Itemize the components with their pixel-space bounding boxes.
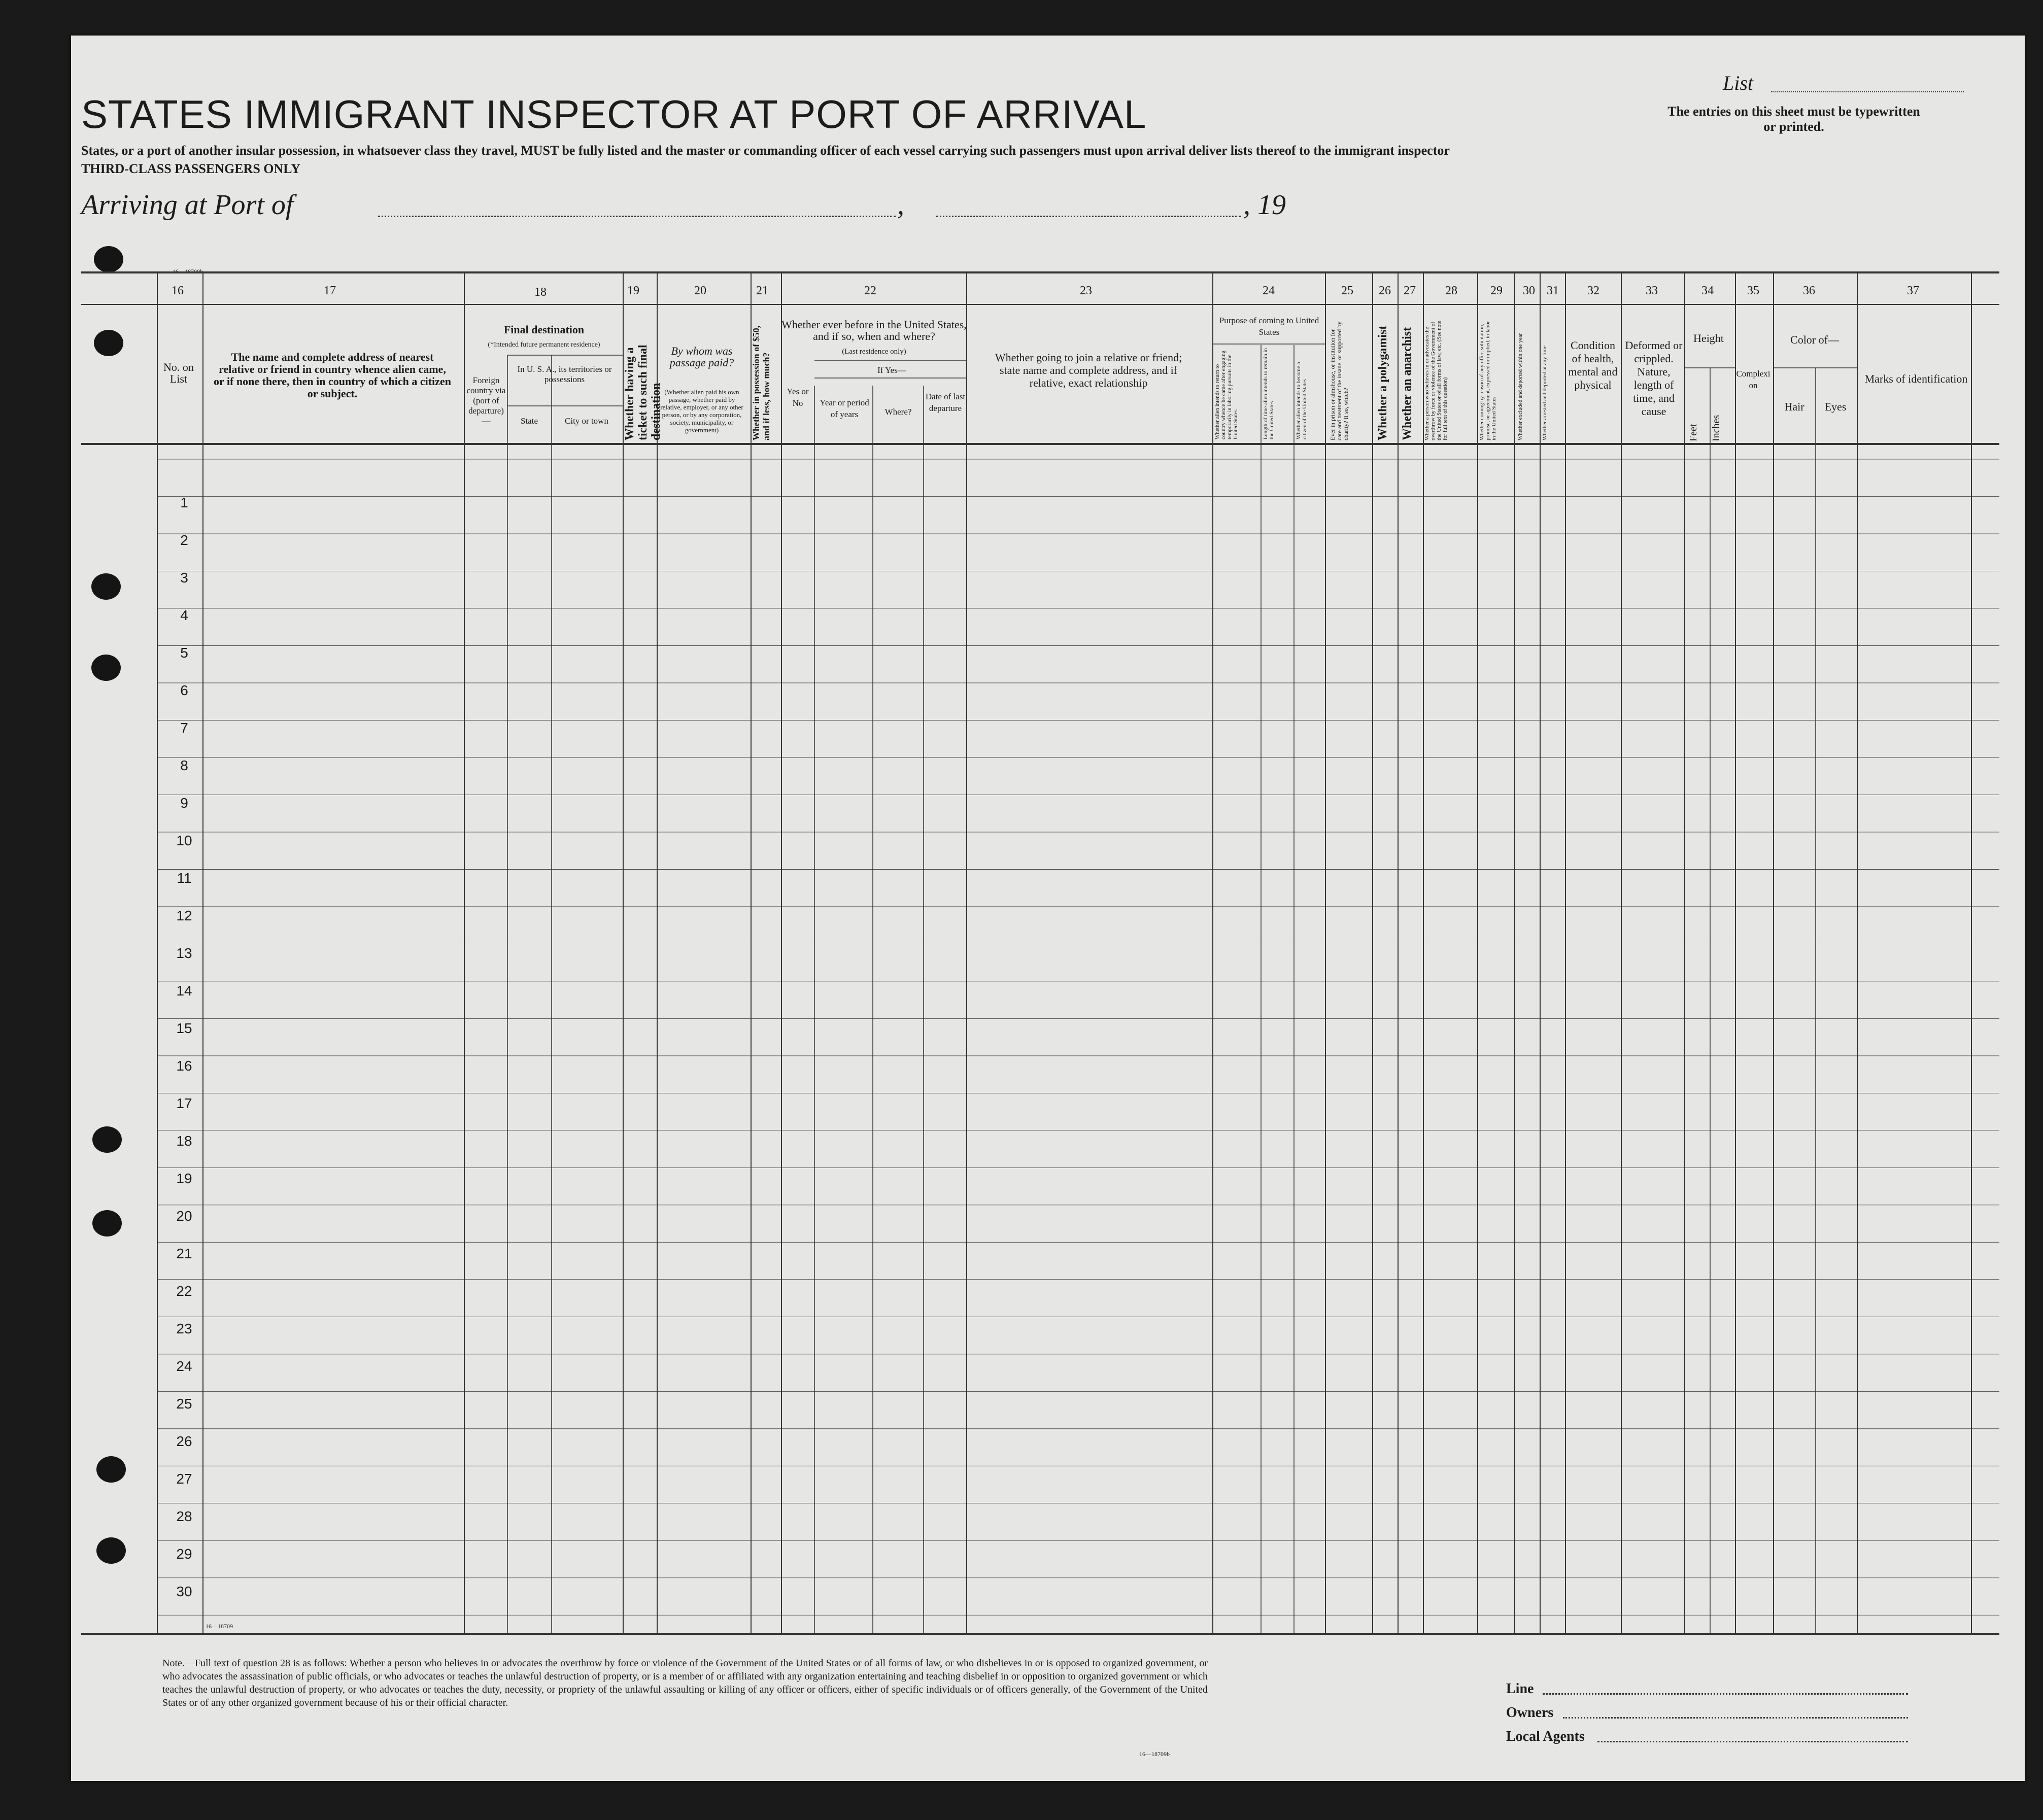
col-label-purpose: Purpose of coming to United States bbox=[1219, 316, 1319, 337]
col-label-final-destination: Final destination bbox=[503, 323, 585, 336]
col-label-overthrow: Whether a person who believes in or advocates the overthrow by force or violence of the Government of the United States or of all forms of law, etc. (See note for full text of this question) bbox=[1424, 320, 1448, 440]
line-field[interactable] bbox=[1543, 1693, 1908, 1695]
agents-label: Local Agents bbox=[1506, 1729, 1585, 1744]
col-label-nearest-relative: The name and complete address of nearest relative or friend in country whence alien came, or if none there, then in country of which a citizen or subject. bbox=[214, 351, 451, 400]
col-label-fifty-dollars: Whether in possession of $50, and if less, how much? bbox=[751, 325, 771, 440]
col-label-complexion: Complexion bbox=[1736, 369, 1770, 390]
row-number: 16 bbox=[176, 1058, 192, 1074]
col-label-health: Condition of health, mental and physical bbox=[1568, 339, 1618, 391]
row-number: 1 bbox=[180, 495, 188, 510]
row-number: 28 bbox=[176, 1508, 192, 1524]
col-sub-passage-paid: (Whether alien paid his own passage, whether paid by relative, employer, or any other person, or by any corporation, society, municipality, or government) bbox=[660, 388, 743, 434]
col-label-where: Where? bbox=[884, 407, 912, 417]
row-number: 14 bbox=[176, 983, 192, 999]
row-number: 22 bbox=[176, 1283, 192, 1299]
row-number: 6 bbox=[180, 682, 188, 698]
col-label-period: Year or period of years bbox=[820, 398, 869, 419]
col-num-26: 26 bbox=[1379, 284, 1391, 297]
col-num-24: 24 bbox=[1263, 284, 1275, 297]
row-number: 27 bbox=[176, 1471, 192, 1487]
row-number: 20 bbox=[176, 1208, 192, 1224]
row-number: 4 bbox=[180, 607, 188, 623]
col-num-32: 32 bbox=[1587, 284, 1599, 297]
col-num-27: 27 bbox=[1404, 284, 1416, 297]
col-label-passage-paid: By whom was passage paid? bbox=[669, 345, 734, 369]
col-label-feet: Feet bbox=[1688, 424, 1699, 441]
col-label-labor-offer: Whether coming by reason of any offer, solicitation, promise, or agreement, expressed or implied, to labor in the United States bbox=[1479, 321, 1497, 440]
row-number: 29 bbox=[176, 1546, 192, 1562]
col-label-join-relative: Whether going to join a relative or friend; state name and complete address, and if relative, exact relationship bbox=[995, 351, 1182, 389]
row-number: 25 bbox=[176, 1396, 192, 1412]
col-label-citizen-intent: Whether alien intends to become a citizen of the United States bbox=[1296, 362, 1308, 439]
col-label-hair: Hair bbox=[1784, 400, 1804, 413]
agents-field[interactable] bbox=[1597, 1741, 1908, 1742]
form-number-bottom: 16—18709 bbox=[206, 1623, 233, 1630]
col-num-35: 35 bbox=[1747, 284, 1759, 297]
row-number: 11 bbox=[177, 870, 192, 886]
row-number: 24 bbox=[176, 1358, 192, 1374]
entries-note: The entries on this sheet must be typewritten or printed. bbox=[1667, 104, 1920, 134]
col-label-arrested: Whether arrested and deported at any time bbox=[1542, 346, 1548, 440]
row-number: 8 bbox=[180, 758, 188, 773]
col-label-yes-no: Yes or No bbox=[787, 387, 809, 408]
col-num-28: 28 bbox=[1445, 284, 1457, 297]
row-number: 23 bbox=[176, 1321, 192, 1336]
row-number: 3 bbox=[180, 570, 188, 586]
col-num-22: 22 bbox=[864, 284, 876, 297]
row-number: 2 bbox=[180, 532, 188, 548]
form-number-top: 16—18709b bbox=[173, 268, 203, 275]
col-label-color-of: Color of— bbox=[1790, 333, 1839, 346]
row-number: 10 bbox=[176, 833, 192, 848]
question-28-note: Note.—Full text of question 28 is as follows: Whether a person who believes in or advocates the overthrow by force or violence of the Government of the United States or of all forms of law, or who disbelieves in or is opposed to organized government, or who advocates the assassination of public officials, or who advocates or teaches the unlawful destruction of property, or is a member of or affiliated with any organization entertaining and teaching disbelief in or opposition to organized government or which teaches the unlawful destruction of property, or who advocates or teaches the duty, necessity, or propriety of the unlawful assaulting or killing of any officer or officers, either of specific individuals or of officers generally, of the Government of the United States or of any other organized government because of his or their official character. bbox=[162, 1658, 1208, 1708]
form-title: STATES IMMIGRANT INSPECTOR AT PORT OF ARRIVAL bbox=[81, 92, 1147, 136]
col-label-anarchist: Whether an anarchist bbox=[1401, 327, 1414, 440]
row-number: 13 bbox=[176, 945, 192, 961]
col-label-marks: Marks of identification bbox=[1864, 372, 1968, 385]
col-label-polygamist: Whether a polygamist bbox=[1376, 325, 1389, 440]
col-label-before-in-us: Whether ever before in the United States, and if so, when and where? bbox=[781, 318, 967, 342]
col-sub-final-destination: (*Intended future permanent residence) bbox=[488, 341, 600, 349]
col-num-21: 21 bbox=[756, 284, 768, 297]
col-num-36: 36 bbox=[1803, 284, 1815, 297]
col-label-date-departure: Date of last departure bbox=[925, 392, 966, 413]
col-label-list-no: No. on List bbox=[163, 361, 194, 385]
row-number: 17 bbox=[176, 1095, 192, 1111]
col-label-foreign-country: Foreign country via (port of departure)— bbox=[466, 375, 506, 426]
row-number: 15 bbox=[176, 1020, 192, 1036]
col-label-if-yes: If Yes— bbox=[877, 365, 906, 375]
line-label: Line bbox=[1506, 1681, 1534, 1697]
col-label-eyes: Eyes bbox=[1824, 400, 1847, 413]
col-label-length-stay: Length of time alien intends to remain in the United States bbox=[1263, 348, 1275, 439]
comma-sep: , bbox=[897, 189, 904, 221]
col-num-33: 33 bbox=[1646, 284, 1658, 297]
note-form-number: 16—18709b bbox=[1139, 1750, 1170, 1758]
col-sub-last-residence: (Last residence only) bbox=[842, 348, 906, 356]
row-number: 19 bbox=[176, 1171, 192, 1186]
row-number: 26 bbox=[176, 1433, 192, 1449]
form-instructions: States, or a port of another insular possession, in whatsoever class they travel, MUST be fully listed and the master or commanding officer of each vessel carrying such passengers must upon arrival deliver lists thereof to the immigrant inspector bbox=[81, 143, 1450, 158]
row-number: 7 bbox=[180, 720, 188, 736]
col-label-state: State bbox=[521, 416, 538, 426]
col-num-37: 37 bbox=[1907, 284, 1919, 297]
col-label-return-intent: Whether alien intends to return to country whence he came after engaging temporarily in laboring pursuits in the United States bbox=[1214, 351, 1239, 439]
col-num-17: 17 bbox=[324, 284, 336, 297]
col-num-29: 29 bbox=[1490, 284, 1503, 297]
col-num-18: 18 bbox=[534, 286, 547, 299]
col-label-deformed: Deformed or crippled. Nature, length of time, and cause bbox=[1625, 339, 1683, 418]
col-num-19: 19 bbox=[627, 284, 639, 297]
year-prefix: 19 bbox=[1257, 189, 1286, 221]
col-label-ticket: Whether having a ticket to such final destination bbox=[623, 345, 663, 440]
col-num-20: 20 bbox=[694, 284, 706, 297]
row-number: 18 bbox=[176, 1133, 192, 1149]
col-num-25: 25 bbox=[1341, 284, 1353, 297]
arriving-text: Arriving at Port of bbox=[81, 189, 294, 221]
col-label-inches: Inches bbox=[1711, 415, 1722, 441]
owners-field[interactable] bbox=[1563, 1717, 1908, 1719]
col-num-34: 34 bbox=[1701, 284, 1714, 297]
row-number: 5 bbox=[180, 645, 188, 661]
col-label-in-usa: In U. S. A., its territories or possessions bbox=[517, 364, 612, 384]
col-label-height: Height bbox=[1693, 332, 1724, 345]
row-number: 30 bbox=[176, 1584, 192, 1599]
col-label-city: City or town bbox=[565, 416, 608, 426]
col-label-excluded: Whether excluded and deported within one year bbox=[1517, 333, 1523, 440]
col-num-16: 16 bbox=[172, 284, 184, 297]
row-number: 9 bbox=[180, 795, 188, 811]
list-label: List bbox=[1723, 72, 1754, 94]
col-label-prison: Ever in prison or almshouse, or institution for care and treatment of the insane, or supported by charity? If so, which? bbox=[1329, 321, 1349, 440]
year-label: , 19 bbox=[1243, 189, 1286, 221]
row-number: 12 bbox=[176, 908, 192, 923]
owners-label: Owners bbox=[1506, 1705, 1554, 1721]
col-num-30: 30 bbox=[1523, 284, 1535, 297]
col-num-23: 23 bbox=[1080, 284, 1092, 297]
col-num-31: 31 bbox=[1547, 284, 1559, 297]
passenger-class: THIRD-CLASS PASSENGERS ONLY bbox=[81, 161, 301, 176]
row-number: 21 bbox=[176, 1246, 192, 1261]
